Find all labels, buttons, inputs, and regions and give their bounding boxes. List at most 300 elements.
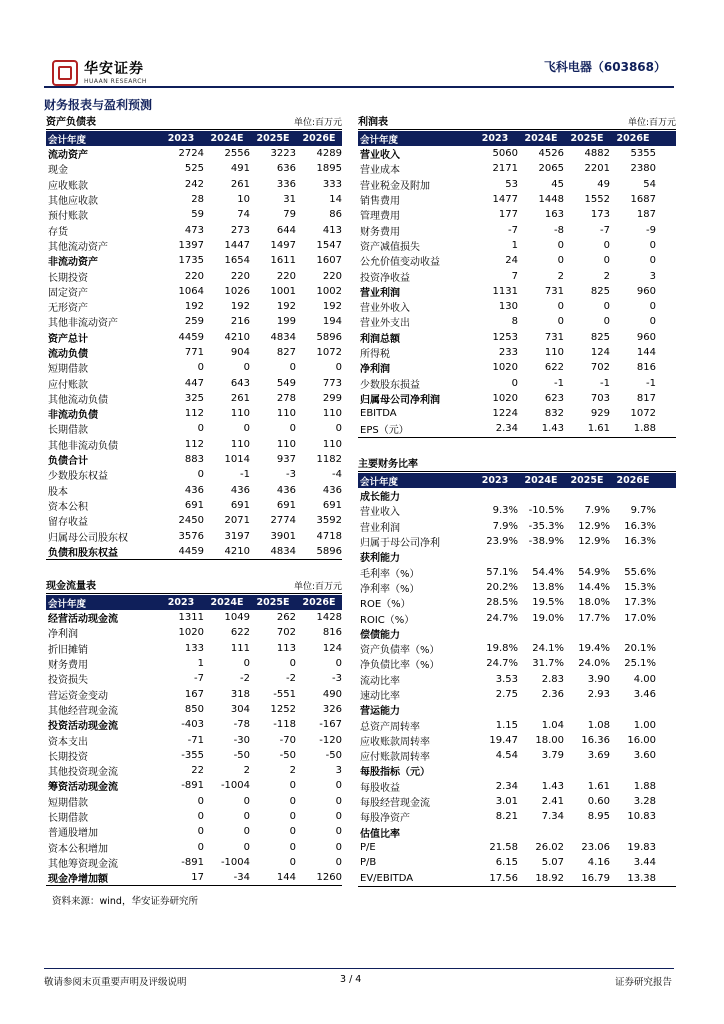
cell-value: 623 — [544, 392, 564, 404]
page-header — [44, 56, 680, 86]
table-row — [358, 672, 676, 687]
cell-value: 1131 — [492, 285, 518, 297]
row-label: 流动比率 — [360, 675, 400, 687]
cell-value: 110 — [322, 408, 342, 420]
cell-value: 0 — [649, 255, 656, 267]
income-statement-table — [358, 116, 676, 438]
cell-value: 825 — [590, 285, 610, 297]
cell-value: 0 — [557, 301, 564, 313]
cell-value: 2724 — [178, 148, 204, 160]
cell-value: 0 — [511, 377, 518, 389]
cell-value: 0 — [197, 841, 204, 853]
row-label: 应收账款周转率 — [360, 736, 430, 748]
column-header-year: 2024E — [524, 133, 558, 144]
cell-value: 702 — [590, 362, 610, 374]
footer-disclaimer: 敬请参阅末页重要声明及评级说明 — [44, 977, 187, 988]
cell-value: 2.36 — [541, 689, 564, 700]
cell-value: 1.00 — [633, 719, 656, 731]
cell-value: 0 — [557, 255, 564, 267]
cell-value: 20.1% — [624, 643, 656, 655]
row-label: 利润总额 — [360, 333, 400, 345]
table-row — [46, 161, 342, 176]
cell-value: -3 — [332, 673, 342, 685]
row-label: 非流动资产 — [48, 257, 98, 269]
cell-value: -35.3% — [528, 520, 564, 532]
cell-value: 644 — [276, 224, 296, 236]
cell-value: 1.15 — [495, 719, 518, 731]
table-row — [358, 161, 676, 176]
cell-value: 233 — [498, 347, 518, 358]
cash-flow-table — [46, 580, 342, 886]
table-row — [358, 779, 676, 794]
row-label: ROE（%） — [360, 599, 411, 611]
cell-value: 49 — [597, 178, 610, 190]
table-row — [46, 406, 342, 421]
table-title: 主要财务比率 — [358, 459, 418, 470]
table-row — [358, 314, 676, 329]
row-label: 现金净增加额 — [48, 874, 108, 886]
table-row — [46, 375, 342, 390]
cell-value: 2.75 — [495, 689, 518, 700]
table-row — [46, 855, 342, 870]
cell-value: 0 — [289, 826, 296, 838]
table-row — [358, 641, 676, 656]
table-row — [358, 253, 676, 268]
cell-value: -355 — [181, 749, 204, 761]
cell-value: 0 — [557, 239, 564, 251]
cell-value: 731 — [544, 285, 564, 297]
cell-value: 1895 — [316, 163, 342, 175]
cell-value: -403 — [181, 719, 204, 731]
cell-value: 220 — [322, 270, 342, 282]
cell-value: -30 — [233, 734, 250, 746]
cell-value: 2450 — [178, 515, 204, 527]
row-label: 净利润 — [48, 629, 78, 641]
cell-value: 1252 — [270, 703, 296, 715]
cell-value: 622 — [544, 362, 564, 374]
cell-value: 18.00 — [535, 734, 564, 746]
cell-value: 57.1% — [486, 566, 518, 578]
table-row — [46, 702, 342, 717]
row-label: P/E — [360, 841, 376, 853]
column-header-year: 2025E — [256, 597, 290, 608]
cell-value: 124 — [590, 347, 610, 358]
table-row — [358, 580, 676, 595]
cell-value: 883 — [184, 454, 204, 466]
cell-value: -167 — [319, 719, 342, 731]
cell-value: -1 — [600, 377, 610, 389]
cell-value: 0 — [603, 316, 610, 328]
cell-value: 1497 — [270, 239, 296, 251]
cell-value: 110 — [230, 408, 250, 420]
cell-value: 929 — [590, 408, 610, 420]
cell-value: 18.92 — [535, 872, 564, 884]
cell-value: 31.7% — [532, 658, 564, 670]
cell-value: 816 — [636, 362, 656, 374]
cell-value: 1020 — [492, 362, 518, 374]
row-label: 其他应收款 — [48, 196, 98, 208]
table-row — [46, 717, 342, 732]
cell-value: 0 — [335, 658, 342, 670]
table-row — [358, 534, 676, 549]
cell-value: 111 — [230, 642, 250, 654]
table-row — [46, 483, 342, 498]
cell-value: 691 — [276, 499, 296, 511]
table-row — [358, 564, 676, 579]
cell-value: 13.38 — [627, 872, 656, 884]
cell-value: 2 — [289, 765, 296, 777]
cell-value: 1.04 — [541, 719, 564, 731]
cell-value: 0 — [289, 423, 296, 435]
column-header-year: 2025E — [256, 133, 290, 144]
cell-value: 192 — [276, 301, 296, 313]
row-label: 财务费用 — [48, 660, 88, 672]
table-row — [358, 345, 676, 360]
cell-value: 0 — [335, 856, 342, 868]
cell-value: 5060 — [492, 148, 518, 160]
cell-value: 1002 — [316, 285, 342, 297]
column-header-year: 2024E — [210, 133, 244, 144]
cell-value: 110 — [276, 408, 296, 420]
row-label: 营业收入 — [360, 150, 400, 162]
cell-value: 904 — [230, 347, 250, 358]
cell-value: 86 — [329, 209, 342, 221]
cell-value: 16.00 — [627, 734, 656, 746]
row-label: 营运资金变动 — [48, 690, 108, 702]
cell-value: 436 — [184, 484, 204, 496]
row-label: 资本公积 — [48, 501, 88, 513]
cell-value: 0 — [289, 856, 296, 868]
row-label: 净利润 — [360, 364, 390, 376]
row-label: 存货 — [48, 226, 68, 238]
cell-value: 0 — [335, 423, 342, 435]
cell-value: -4 — [332, 469, 342, 481]
cell-value: 2 — [243, 765, 250, 777]
cell-value: 0 — [243, 423, 250, 435]
cell-value: 3.90 — [587, 673, 610, 685]
cell-value: 112 — [184, 408, 204, 420]
cell-value: 17.7% — [578, 612, 610, 624]
cell-value: 1447 — [224, 239, 250, 251]
cell-value: 110 — [276, 438, 296, 450]
cell-value: 1026 — [224, 285, 250, 297]
table-row — [46, 345, 342, 360]
column-header-label: 会计年度 — [360, 476, 399, 488]
row-label: 固定资产 — [48, 287, 88, 299]
cell-value: 0 — [603, 239, 610, 251]
table-header-row — [358, 131, 676, 146]
row-label: 非流动负债 — [48, 410, 98, 422]
cell-value: 19.0% — [532, 612, 564, 624]
cell-value: 1428 — [316, 612, 342, 624]
cell-value: 4459 — [178, 331, 204, 343]
table-row — [46, 330, 342, 345]
cell-value: 12.9% — [578, 536, 610, 548]
cell-value: -10.5% — [528, 505, 564, 517]
table-row — [46, 421, 342, 436]
cell-value: 771 — [184, 347, 204, 358]
cell-value: -1 — [646, 377, 656, 389]
row-label: 长期投资 — [48, 751, 88, 763]
cell-value: 2.93 — [587, 689, 610, 700]
cell-value: 0 — [243, 362, 250, 374]
cell-value: 216 — [230, 316, 250, 328]
cell-value: 4.16 — [587, 857, 610, 869]
cell-value: 45 — [551, 178, 564, 190]
cell-value: 0 — [289, 780, 296, 792]
cell-value: 14.4% — [578, 581, 610, 593]
cell-value: 144 — [276, 872, 296, 884]
cell-value: -891 — [181, 780, 204, 792]
cell-value: 2380 — [630, 163, 656, 175]
cell-value: 2.34 — [495, 780, 518, 792]
cell-value: -3 — [286, 469, 296, 481]
table-row — [46, 839, 342, 854]
table-header-row — [46, 131, 342, 146]
table-row — [358, 855, 676, 870]
cell-value: 7.9% — [584, 505, 610, 517]
cell-value: 702 — [276, 627, 296, 639]
row-label: 速动比率 — [360, 691, 400, 702]
cell-value: 325 — [184, 392, 204, 404]
cell-value: 16.3% — [624, 536, 656, 548]
cell-value: 55.6% — [624, 566, 656, 578]
table-unit: 单位:百万元 — [293, 118, 342, 128]
huaan-logo-icon — [52, 60, 78, 86]
cell-value: 1547 — [316, 239, 342, 251]
cell-value: 3.28 — [633, 796, 656, 808]
row-label: 其他非流动负债 — [48, 440, 118, 452]
page-number: 3 / 4 — [340, 974, 362, 985]
cell-value: 24.7% — [486, 612, 518, 624]
cell-value: 1001 — [270, 285, 296, 297]
cell-value: 473 — [184, 224, 204, 236]
cell-value: 413 — [322, 224, 342, 236]
cell-value: 1 — [511, 239, 518, 251]
cell-value: 53 — [505, 178, 518, 190]
row-label: 净负债比率（%） — [360, 660, 440, 672]
table-row — [358, 748, 676, 763]
cell-value: 1072 — [630, 408, 656, 420]
table-row — [46, 625, 342, 640]
cell-value: 336 — [276, 178, 296, 190]
cell-value: -7 — [194, 673, 204, 685]
cell-value: 490 — [322, 688, 342, 700]
cell-value: 0 — [243, 795, 250, 807]
row-label: ROIC（%） — [360, 614, 415, 626]
cell-value: 5896 — [316, 331, 342, 343]
cell-value: 187 — [636, 209, 656, 221]
cell-value: 0.60 — [587, 796, 610, 808]
row-label: 长期投资 — [48, 272, 88, 284]
column-header-label: 会计年度 — [360, 134, 399, 146]
cell-value: 17.56 — [489, 872, 518, 884]
cell-value: 74 — [237, 209, 250, 221]
cell-value: 318 — [230, 688, 250, 700]
cell-value: 15.3% — [624, 581, 656, 593]
row-label: 应付账款周转率 — [360, 752, 430, 764]
table-row — [46, 763, 342, 778]
cell-value: -891 — [181, 856, 204, 868]
report-type: 证券研究报告 — [614, 977, 672, 988]
row-label: 资产总计 — [48, 333, 88, 345]
cell-value: -118 — [273, 719, 296, 731]
cell-value: 8 — [511, 316, 518, 328]
cell-value: 0 — [289, 658, 296, 670]
cell-value: 5.07 — [541, 857, 564, 869]
table-row — [358, 702, 676, 717]
table-unit: 单位:百万元 — [627, 118, 676, 128]
header-divider — [44, 86, 674, 88]
table-title: 现金流量表 — [46, 581, 96, 592]
cell-value: -1 — [240, 469, 250, 481]
row-label: 每股收益 — [360, 782, 400, 794]
row-label: 资本支出 — [48, 736, 88, 748]
cell-value: 3901 — [270, 530, 296, 542]
cell-value: 2 — [603, 270, 610, 282]
cell-value: 5355 — [630, 148, 656, 160]
source-note: 资料来源：wind，华安证券研究所 — [52, 896, 198, 907]
cell-value: 0 — [197, 423, 204, 435]
row-label: 其他投资现金流 — [48, 767, 118, 779]
row-label: 其他经营现金流 — [48, 705, 118, 717]
cell-value: -8 — [554, 224, 564, 236]
row-label: 少数股东损益 — [360, 379, 420, 391]
row-label: 营业税金及附加 — [360, 180, 430, 192]
cell-value: 192 — [322, 301, 342, 313]
table-row — [46, 360, 342, 375]
cell-value: 2065 — [538, 163, 564, 175]
cell-value: 54.4% — [532, 566, 564, 578]
cell-value: 549 — [276, 377, 296, 389]
table-row — [46, 528, 342, 543]
cell-value: 4526 — [538, 148, 564, 160]
row-label: 股本 — [48, 486, 68, 498]
row-label: 筹资活动现金流 — [48, 782, 118, 794]
cell-value: 3592 — [316, 515, 342, 527]
cell-value: 3576 — [178, 530, 204, 542]
table-row — [358, 595, 676, 610]
cell-value: 8.95 — [587, 811, 610, 823]
table-row — [358, 421, 676, 436]
cell-value: 1049 — [224, 612, 250, 624]
cell-value: -50 — [279, 749, 296, 761]
footer-divider — [44, 968, 674, 969]
cell-value: 491 — [230, 163, 250, 175]
row-label: 应付账款 — [48, 379, 88, 391]
cell-value: 17 — [191, 872, 204, 884]
cell-value: 0 — [289, 811, 296, 822]
row-label: 净利率（%） — [360, 583, 420, 595]
cell-value: 3.01 — [495, 796, 518, 808]
table-row — [46, 513, 342, 528]
cell-value: 220 — [230, 270, 250, 282]
cell-value: 0 — [243, 841, 250, 853]
cell-value: -7 — [600, 224, 610, 236]
cell-value: 1477 — [492, 194, 518, 206]
cell-value: 1.61 — [587, 780, 610, 792]
cell-value: 1253 — [492, 331, 518, 343]
row-label: EV/EBITDA — [360, 872, 414, 884]
column-header-year: 2023 — [481, 475, 509, 486]
cell-value: 16.36 — [581, 734, 610, 746]
row-label: 总资产周转率 — [360, 721, 420, 733]
cell-value: 4.54 — [495, 750, 518, 762]
row-label: 负债和股东权益 — [48, 547, 118, 559]
cell-value: 23.06 — [581, 841, 610, 853]
cell-value: 19.83 — [627, 841, 656, 853]
row-label: 财务费用 — [360, 226, 400, 238]
cell-value: 130 — [498, 301, 518, 313]
cell-value: 20.2% — [486, 581, 518, 593]
table-row — [46, 809, 342, 824]
cell-value: 7.34 — [541, 811, 564, 823]
cell-value: 2.41 — [541, 796, 564, 808]
cell-value: 3 — [649, 270, 656, 282]
table-row — [358, 794, 676, 809]
cell-value: 1182 — [316, 454, 342, 466]
row-label: 每股指标（元） — [360, 767, 430, 779]
cell-value: 14 — [329, 194, 342, 206]
cell-value: 0 — [649, 301, 656, 313]
table-row — [46, 686, 342, 701]
cell-value: 144 — [636, 347, 656, 358]
cell-value: 5896 — [316, 545, 342, 557]
column-header-year: 2023 — [167, 133, 195, 144]
cell-value: 0 — [603, 301, 610, 313]
cell-value: -9 — [646, 224, 656, 236]
row-label: 每股净资产 — [360, 813, 410, 825]
row-label: 资产减值损失 — [360, 241, 420, 253]
cell-value: 110 — [230, 438, 250, 450]
table-unit: 单位:百万元 — [293, 582, 342, 592]
cell-value: 259 — [184, 316, 204, 328]
row-label: 归属母公司股东权 — [48, 532, 128, 544]
column-header-year: 2025E — [570, 475, 604, 486]
cell-value: -1 — [554, 377, 564, 389]
cell-value: 937 — [276, 454, 296, 466]
table-row — [358, 519, 676, 534]
cell-value: 7.9% — [492, 520, 518, 532]
row-label: 资本公积增加 — [48, 843, 108, 855]
table-row — [46, 268, 342, 283]
cell-value: 4834 — [270, 331, 296, 343]
cell-value: 1064 — [178, 285, 204, 297]
table-row — [358, 656, 676, 671]
cell-value: 960 — [636, 285, 656, 297]
cell-value: 2.83 — [541, 673, 564, 685]
cell-value: 773 — [322, 377, 342, 389]
row-label: 长期借款 — [48, 813, 88, 824]
cell-value: -551 — [273, 688, 296, 700]
cell-value: 0 — [289, 841, 296, 853]
cell-value: 110 — [544, 347, 564, 358]
cell-value: -7 — [508, 224, 518, 236]
cell-value: 23.9% — [486, 536, 518, 548]
row-label: EBITDA — [360, 408, 397, 420]
cell-value: 0 — [335, 811, 342, 822]
cell-value: 0 — [335, 795, 342, 807]
row-label: 营运能力 — [360, 706, 400, 718]
cell-value: 816 — [322, 627, 342, 639]
cell-value: 827 — [276, 347, 296, 358]
cell-value: 167 — [184, 688, 204, 700]
cell-value: 79 — [283, 209, 296, 221]
table-row — [358, 503, 676, 518]
cell-value: 2556 — [224, 148, 250, 160]
cell-value: -78 — [233, 719, 250, 731]
cell-value: 1014 — [224, 454, 250, 466]
